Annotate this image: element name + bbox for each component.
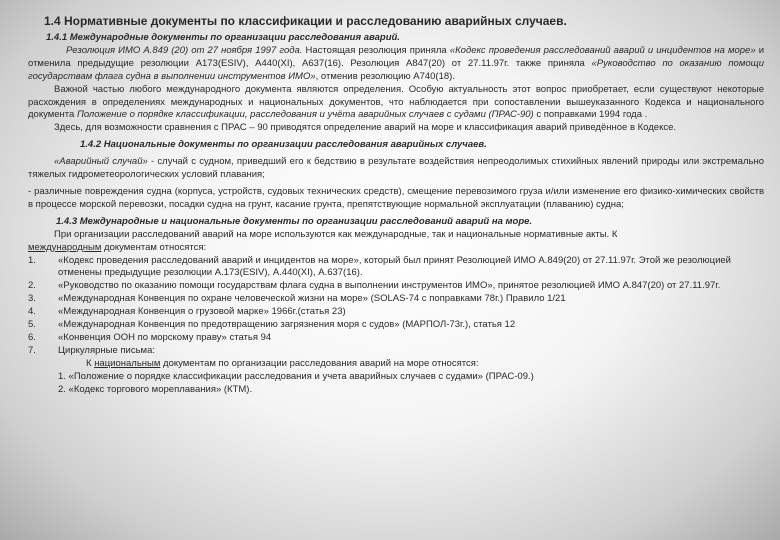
item-text: «Международная Конвенция о грузовой марке» 1966г.(статья 23): [58, 306, 346, 318]
paragraph-damage-list: - различные повреждения судна (корпуса, устройств, судовых технических средств), смещение перевозимого груза и/или изменение его физико-химических свойств в процессе морской перевозки, посадки судна на грунт, касание грунта, препятствующие нормальной эксплуатации (плаванию) судна;: [28, 185, 764, 210]
list-item: [28, 319, 764, 332]
list-item: 1. «Положение о порядке классификации расследования и учета аварийных случаев с судами» (ПРАС-09.): [58, 370, 534, 382]
definitions-text-1: Важной частью любого международного документа являются определения. Особую актуальность этот вопрос приобретает, если существуют некоторые расхождения в определениях международных и национальных документов, что наблюдается при сопоставлении вышеуказанного Кодекса и национального документа: [28, 83, 764, 121]
paragraph-national-intro: [86, 358, 764, 371]
item-number: 3.: [28, 293, 36, 305]
item-text: «Международная Конвенция по предотвращению загрязнения моря с судов» (МАРПОЛ-73г.), статья 12: [58, 319, 516, 331]
national-documents-list: [58, 371, 764, 397]
paragraph-comparison: Здесь, для возможности сравнения с ПРАС – 90 приводятся определение аварий на море и классификация аварий приведённое в Кодексе.: [54, 122, 676, 134]
resolution-text-3: , отменив резолюцию А740(18).: [315, 70, 455, 82]
code-name: «Кодекс проведения расследований аварий и инцидентов на море»: [449, 44, 756, 56]
item-number: 2.: [28, 280, 36, 292]
national-word: национальным: [94, 357, 161, 369]
item-text: «Конвенция ООН по морскому праву» статья 94: [58, 331, 272, 343]
national-intro-b: документам по организации расследования аварий на море относятся:: [160, 357, 479, 369]
document-title: 1.4 Нормативные документы по классификации и расследованию аварийных случаев.: [44, 14, 567, 28]
list-item: [28, 345, 764, 358]
list-item: 2. «Кодекс торгового мореплавания» (КТМ).: [58, 383, 253, 395]
pras-name: Положение о порядке классификации, расследования и учёта аварийных случаев с судами (ПРАС-90): [76, 109, 534, 121]
resolution-name: Резолюция ИМО А.849 (20) от 27 ноября 1997 года.: [66, 44, 303, 56]
list-item: [28, 280, 764, 293]
document-page: [28, 14, 764, 396]
item-number: 4.: [28, 306, 36, 318]
accident-term: «Аварийный случай»: [54, 156, 148, 168]
guide-name: «Руководство по оказанию помощи государствам флага судна в выполнении инструментов ИМО»: [28, 57, 764, 82]
section-1-4-3-heading: 1.4.3 Международные и национальные документы по организации расследований аварий на море.: [56, 215, 533, 227]
item-text: «Международная Конвенция по охране человеческой жизни на море» (SOLAS-74 с поправками 78г.) Правило 1/21: [58, 293, 566, 305]
paragraph-accident-definition: [28, 156, 764, 182]
intro-text: При организации расследований аварий на море используются как международные, так и национальные нормативные акты. К: [54, 228, 618, 240]
paragraph-definitions: [28, 84, 764, 123]
list-item: [28, 332, 764, 345]
international-word: международным: [28, 241, 102, 253]
paragraph-international-intro-2: [28, 242, 764, 255]
item-text: Циркулярные письма:: [58, 344, 155, 356]
list-item: [28, 306, 764, 319]
list-item: [28, 255, 764, 281]
definitions-text-2: с поправками 1994 года .: [533, 109, 648, 121]
paragraph-resolution: [28, 45, 764, 84]
international-documents-list: [28, 255, 764, 358]
item-number: 7.: [28, 344, 36, 356]
resolution-text-2: и отменила предыдущие резолюции А173(ESIV), А440(XI), А637(16). Резолюция А847(20) от 27.11.97г. также приняла: [28, 44, 765, 69]
resolution-text-1: Настоящая резолюция приняла: [302, 44, 450, 56]
item-text: «Руководство по оказанию помощи государствам флага судна в выполнении инструментов ИМО», принятое резолюцией ИМО А.847(20) от 27.11.97г.: [58, 280, 721, 292]
item-number: 1.: [28, 254, 36, 266]
section-1-4-1-heading: 1.4.1 Международные документы по организации расследования аварий.: [46, 32, 400, 43]
intro-end-text: документам относятся:: [101, 241, 207, 253]
item-number: 6.: [28, 331, 36, 343]
list-item: [28, 293, 764, 306]
national-intro-a: К: [86, 357, 95, 369]
paragraph-international-intro: [28, 229, 764, 242]
item-number: 5.: [28, 319, 36, 331]
item-text: «Кодекс проведения расследований аварий и инцидентов на море», который был принят Резолюцией ИМО А.849(20) от 27.11.97г. Этой же резолюцией отменены предыдущие резолюции А.173(ESIV), А.440(XI), А.637(16).: [58, 254, 731, 279]
accident-definition-text: - случай с судном, приведший его к бедствию в результате воздействия непреодолимых стихийных явлений природы или экстремально тяжелых гидрометеорологических условий плавания;: [28, 156, 764, 181]
section-1-4-2-heading: 1.4.2 Национальные документы по организации расследования аварийных случаев.: [80, 139, 487, 151]
